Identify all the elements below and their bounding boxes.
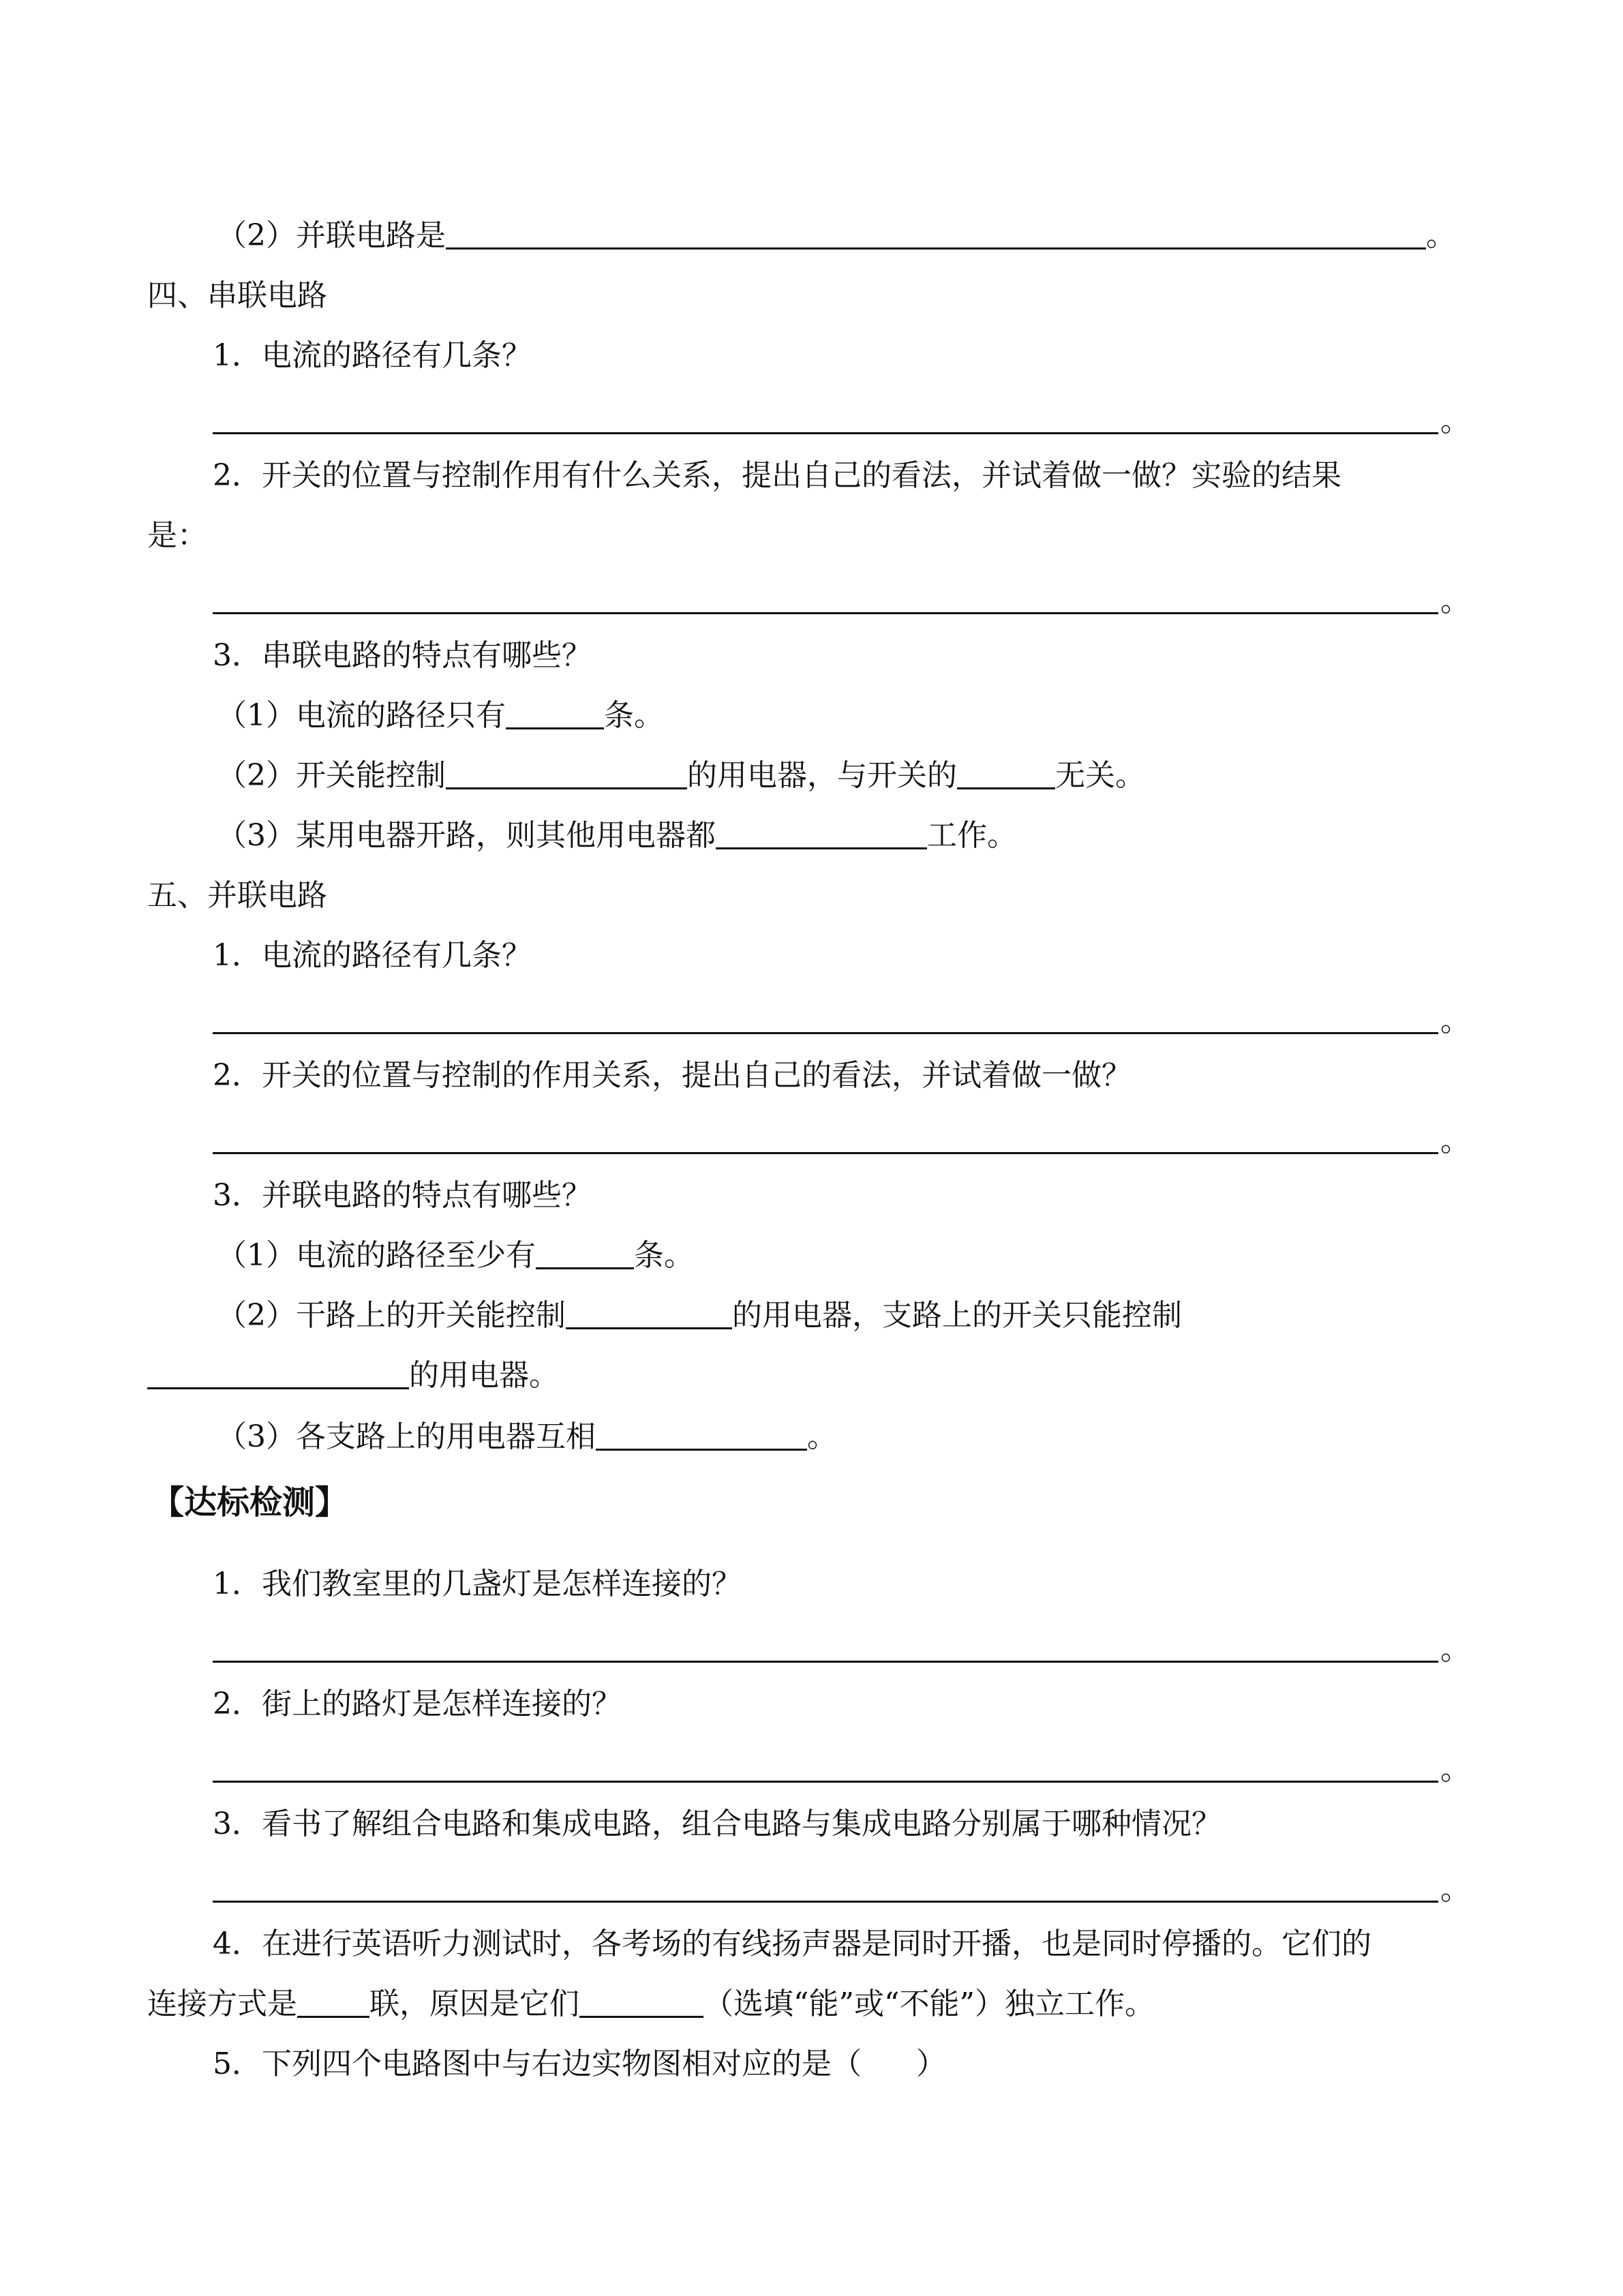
test-q3: 3．看书了解组合电路和集成电路，组合电路与集成电路分别属于哪种情况？ <box>213 1807 1222 1841</box>
test-q2-answer-blank[interactable] <box>213 1781 1438 1783</box>
parallel-point-2-mid: 的用电器，支路上的开关只能控制 <box>732 1298 1182 1333</box>
parallel-branch-switch-blank[interactable] <box>147 1357 409 1389</box>
parallel-definition-blank[interactable] <box>446 217 1426 250</box>
series-open-circuit-blank[interactable] <box>716 817 927 849</box>
series-q1: 1．电流的路径有几条？ <box>213 338 532 373</box>
series-switch-control-blank[interactable] <box>446 757 687 789</box>
period: 。 <box>1440 1632 1470 1667</box>
test-q2: 2．街上的路灯是怎样连接的？ <box>213 1687 622 1721</box>
period: 。 <box>1440 1872 1470 1907</box>
parallel-circuit-heading: 五、并联电路 <box>147 878 327 913</box>
series-point-3-end: 工作。 <box>927 818 1017 853</box>
test-q4-text-b: 联，原因是它们 <box>369 1987 579 2021</box>
series-q1-answer-blank[interactable] <box>213 432 1438 434</box>
parallel-path-count-blank[interactable] <box>536 1237 634 1269</box>
period: 。 <box>1440 1123 1470 1158</box>
test-q1-answer-blank[interactable] <box>213 1661 1438 1663</box>
test-q3-answer-blank[interactable] <box>213 1901 1438 1903</box>
parallel-point-2-end: 的用电器。 <box>409 1358 559 1393</box>
parallel-definition-line <box>217 215 1456 256</box>
series-point-1-end: 条。 <box>604 698 664 733</box>
parallel-point-1-end: 条。 <box>634 1238 694 1273</box>
test-q5-close-paren: ） <box>916 2046 946 2081</box>
parallel-q3: 3．并联电路的特点有哪些？ <box>213 1178 592 1213</box>
parallel-point-3-text: （3）各支路上的用电器互相 <box>217 1419 596 1454</box>
test-q5 <box>213 2044 946 2085</box>
parallel-q2-answer-blank[interactable] <box>213 1152 1438 1154</box>
parallel-main-switch-blank[interactable] <box>566 1297 732 1329</box>
test-q4-line1: 4．在进行英语听力测试时，各考场的有线扬声器是同时开播，也是同时停播的。它们的 <box>213 1927 1371 1961</box>
series-point-1 <box>217 695 664 736</box>
assessment-heading: 【达标检测】 <box>151 1483 348 1522</box>
parallel-point-2-text: （2）干路上的开关能控制 <box>217 1298 566 1333</box>
speaker-connection-blank[interactable] <box>297 1986 369 2018</box>
parallel-q1-answer-blank[interactable] <box>213 1032 1438 1034</box>
test-q4-text-a: 连接方式是 <box>147 1987 297 2021</box>
parallel-point-2-cont <box>147 1355 559 1396</box>
period: 。 <box>1440 1003 1470 1038</box>
series-point-2-text: （2）开关能控制 <box>217 758 446 793</box>
series-point-2 <box>217 755 1145 796</box>
series-circuit-heading: 四、串联电路 <box>147 278 327 313</box>
parallel-point-2 <box>217 1295 1182 1336</box>
test-q1: 1．我们教室里的几盏灯是怎样连接的？ <box>213 1567 742 1601</box>
series-q2-line2: 是： <box>147 518 207 553</box>
series-point-3 <box>217 815 1017 856</box>
series-q2-answer-blank[interactable] <box>213 612 1438 614</box>
parallel-point-1-text: （1）电流的路径至少有 <box>217 1238 536 1273</box>
series-point-2-end: 无关。 <box>1055 758 1145 793</box>
parallel-q2: 2．开关的位置与控制的作用关系，提出自己的看法，并试着做一做？ <box>213 1058 1132 1093</box>
speaker-independence-blank[interactable] <box>579 1986 703 2018</box>
period: 。 <box>1440 1752 1470 1787</box>
period: 。 <box>1440 404 1470 438</box>
series-q3: 3．串联电路的特点有哪些？ <box>213 638 592 673</box>
period: 。 <box>1426 218 1456 253</box>
series-point-3-text: （3）某用电器开路，则其他用电器都 <box>217 818 716 853</box>
series-point-1-text: （1）电流的路径只有 <box>217 698 506 733</box>
series-switch-position-blank[interactable] <box>957 757 1055 789</box>
period: 。 <box>1440 584 1470 618</box>
parallel-independence-blank[interactable] <box>596 1419 807 1451</box>
parallel-definition-label: （2）并联电路是 <box>217 218 446 253</box>
test-q4-text-c: （选填“能”或“不能”）独立工作。 <box>703 1987 1155 2021</box>
test-q5-text: 5．下列四个电路图中与右边实物图相对应的是（ <box>213 2046 862 2081</box>
test-q4-line2 <box>147 1984 1155 2025</box>
parallel-point-3 <box>217 1417 837 1457</box>
series-point-2-mid: 的用电器，与开关的 <box>687 758 957 793</box>
parallel-point-3-end: 。 <box>807 1419 837 1454</box>
series-q2-line1: 2．开关的位置与控制作用有什么关系，提出自己的看法，并试着做一做？实验的结果 <box>213 458 1341 493</box>
series-path-count-blank[interactable] <box>506 697 604 729</box>
parallel-point-1 <box>217 1235 694 1276</box>
parallel-q1: 1．电流的路径有几条？ <box>213 938 532 973</box>
